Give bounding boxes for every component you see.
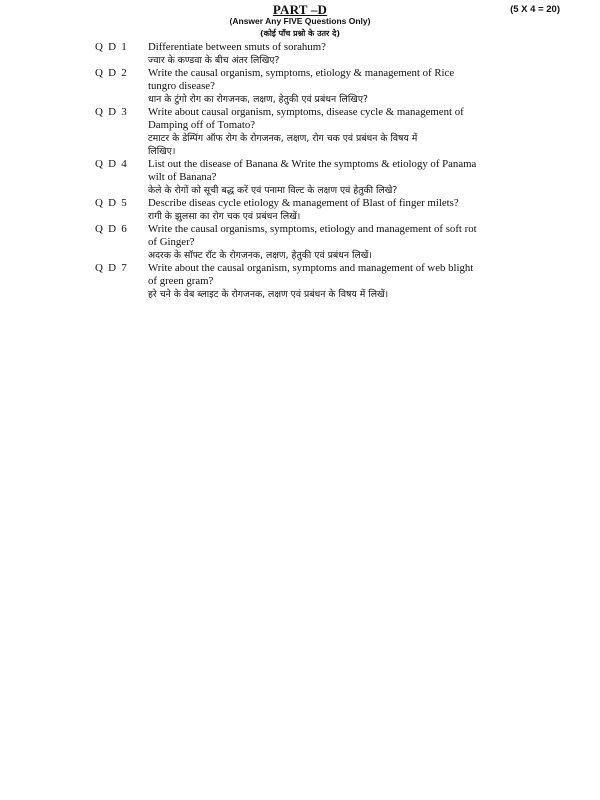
question-item	[95, 262, 565, 301]
question-number: Q D 5	[95, 197, 128, 209]
question-text-hindi: टमाटर के डेम्पिंग ऑफ रोग के रोगजनक, लक्षण, रोग चक एवं प्रबंधन के विषय में	[148, 133, 418, 144]
question-text-english: wilt of Banana?	[148, 171, 217, 183]
question-text-english: of Ginger?	[148, 236, 195, 248]
question-item	[95, 41, 565, 67]
question-text-hindi: अदरक के सॉफ्ट रॉट के रोगजनक, लक्षण, हेतुकी एवं प्रबंधन लिखें।	[148, 250, 372, 261]
question-text-hindi: ज्वार के कण्डवा के बीच अंतर लिखिए?	[148, 55, 280, 66]
question-text-hindi: धान के टुंगो रोग का रोगजनक, लक्षण, हेतुकी एवं प्रबंधन लिखिए?	[148, 94, 368, 105]
question-number: Q D 4	[95, 158, 128, 170]
question-text-english: tungro disease?	[148, 80, 215, 92]
question-text-english: Write the causal organism, symptoms, etiology & management of Rice	[148, 67, 455, 79]
question-text-hindi: रागी के झुलसा का रोग चक एवं प्रबंधन लिखें।	[148, 211, 301, 222]
question-text-english: Damping off of Tomato?	[148, 119, 256, 131]
question-item	[95, 67, 565, 106]
marks-scheme: (5 X 4 = 20)	[510, 4, 560, 15]
question-text-hindi: लिखिए।	[148, 146, 176, 157]
question-text-english: Write about the causal organism, symptoms and management of web blight	[148, 262, 474, 274]
question-text-english: Describe diseas cycle etiology & management of Blast of finger milets?	[148, 197, 459, 209]
instruction-english: (Answer Any FIVE Questions Only)	[229, 16, 371, 26]
question-text-english: Write about causal organism, symptoms, disease cycle & management of	[148, 106, 464, 118]
question-item	[95, 197, 565, 223]
question-number: Q D 7	[95, 262, 128, 274]
part-title: PART –D	[272, 2, 328, 17]
question-item	[95, 158, 565, 197]
section-header	[0, 0, 600, 40]
question-text-english: List out the disease of Banana & Write the symptoms & etiology of Panama	[148, 158, 477, 170]
question-number: Q D 3	[95, 106, 128, 118]
question-item	[95, 106, 565, 158]
question-text-hindi: हरे चने के वेब ब्लाइट के रोगजनक, लक्षण एवं प्रबंधन के विषय में लिखें।	[148, 289, 389, 300]
question-list	[95, 41, 565, 301]
question-number: Q D 6	[95, 223, 128, 235]
question-text-english: Differentiate between smuts of sorahum?	[148, 41, 326, 53]
question-text-english: Write the causal organisms, symptoms, etiology and management of soft rot	[148, 223, 477, 235]
question-number: Q D 1	[95, 41, 128, 53]
instruction-hindi: (कोई पाँच प्रश्नो के उतर दे)	[260, 29, 340, 38]
question-text-hindi: केले के रोगों को सूची बद्ध करें एवं पनामा विल्ट के लक्षण एवं हेतुकी लिखे?	[148, 185, 398, 196]
question-text-english: of green gram?	[148, 275, 214, 287]
question-number: Q D 2	[95, 67, 128, 79]
question-item	[95, 223, 565, 262]
